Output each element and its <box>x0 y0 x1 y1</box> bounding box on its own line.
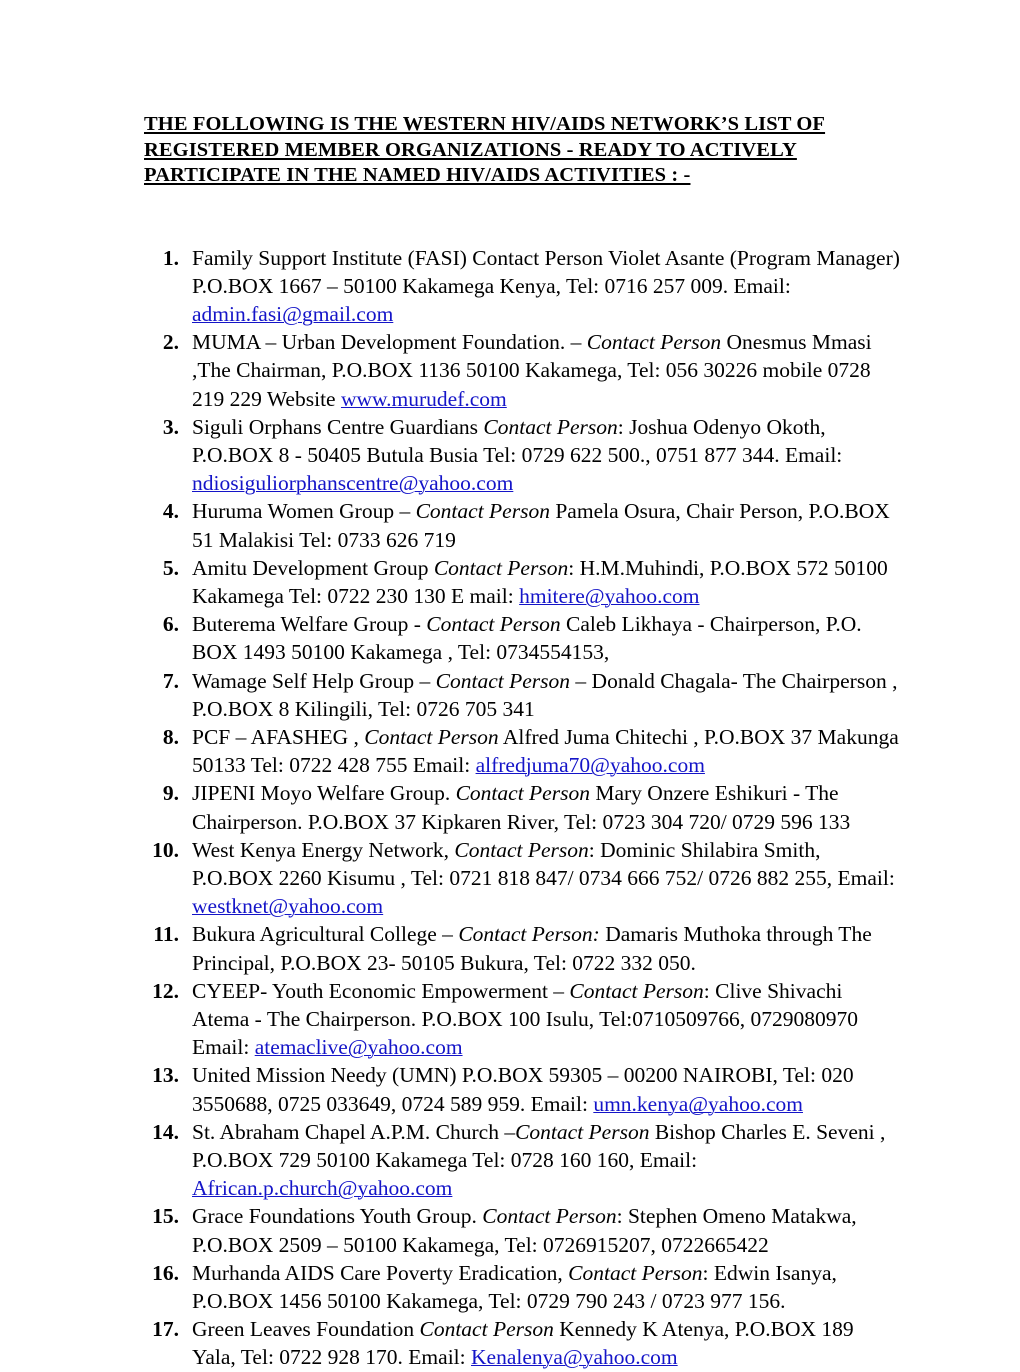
list-item-number: 14. <box>152 1119 179 1144</box>
list-item-number: 10. <box>152 837 179 862</box>
list-item-text <box>192 1259 900 1315</box>
text-run: CYEEP- Youth Economic Empowerment – <box>192 978 570 1003</box>
registered-organizations-list <box>144 244 900 1372</box>
contact-person-label: Contact Person <box>455 781 590 806</box>
list-item <box>144 610 900 666</box>
text-run: Alfred Juma Chitechi , P.O.BOX 37 Makunga 50133 Tel: 0722 428 755 Email: <box>192 724 899 778</box>
contact-person-label: Contact Person <box>483 414 618 439</box>
text-run: PCF – AFASHEG , <box>192 724 365 749</box>
list-item-text <box>192 920 900 976</box>
list-item-number: 17. <box>152 1317 179 1342</box>
contact-link[interactable]: African.p.church@yahoo.com <box>192 1176 453 1201</box>
text-run: Wamage Self Help Group – <box>192 668 436 693</box>
list-item <box>144 497 900 553</box>
list-item-text <box>192 328 900 413</box>
text-run: Mary Onzere Eshikuri - The Chairperson. P.O.BOX 37 Kipkaren River, Tel: 0723 304 720/ 0729 596 133 <box>192 781 851 834</box>
list-item <box>144 554 900 610</box>
contact-person-label: Contact Person <box>568 1260 703 1285</box>
page-title-line-3-text: PARTICIPATE IN THE NAMED HIV/AIDS ACTIVITIES : - <box>144 164 691 186</box>
list-item <box>144 836 900 921</box>
text-run: : Dominic Shilabira Smith, P.O.BOX 2260 Kisumu , Tel: 0721 818 847/ 0734 666 752/ 0726 882 255, Email: <box>192 837 895 890</box>
list-item-number: 2. <box>162 330 179 355</box>
text-run: Siguli Orphans Centre Guardians <box>192 414 484 439</box>
text-run: Amitu Development Group <box>192 555 434 580</box>
contact-link[interactable]: hmitere@yahoo.com <box>519 583 700 608</box>
list-item-text <box>192 1202 900 1258</box>
list-item <box>144 723 900 779</box>
text-run: – Donald Chagala- The Chairperson , P.O.BOX 8 Kilingili, Tel: 0726 705 341 <box>192 668 898 721</box>
text-run: : Stephen Omeno Matakwa, P.O.BOX 2509 – 50100 Kakamega, Tel: 0726915207, 0722665422 <box>192 1204 857 1257</box>
contact-person-label: Contact Person <box>586 330 722 355</box>
list-item-text <box>192 244 900 329</box>
page-title-line-2 <box>144 138 884 164</box>
contact-link[interactable]: Kenalenya@yahoo.com <box>471 1345 678 1370</box>
text-run: Buterema Welfare Group - <box>192 612 427 637</box>
list-item-number: 3. <box>162 414 179 439</box>
list-item-text <box>192 779 900 835</box>
contact-person-label: Contact Person: <box>458 922 600 947</box>
text-run: Grace Foundations Youth Group. <box>192 1204 483 1229</box>
list-item <box>144 667 900 723</box>
text-run: Bishop Charles E. Seveni , P.O.BOX 729 50100 Kakamega Tel: 0728 160 160, Email: <box>192 1119 886 1172</box>
page-title-line-1 <box>144 112 884 138</box>
list-item-text <box>192 667 900 723</box>
list-item-number: 12. <box>152 978 179 1003</box>
text-run: : H.M.Muhindi, P.O.BOX 572 50100 Kakamega Tel: 0722 230 130 E mail: <box>192 555 888 608</box>
list-item-text <box>192 610 900 666</box>
text-run: Onesmus Mmasi ,The Chairman, P.O.BOX 1136 50100 Kakamega, Tel: 056 30226 mobile 0728 219 229 Website <box>192 330 872 411</box>
text-run: Green Leaves Foundation <box>192 1317 420 1342</box>
contact-link[interactable]: atemaclive@yahoo.com <box>254 1035 463 1060</box>
text-run: Caleb Likhaya - Chairperson, P.O. BOX 1493 50100 Kakamega , Tel: 0734554153, <box>192 612 862 665</box>
contact-person-label: Contact Person <box>435 668 571 693</box>
text-run: Family Support Institute (FASI) Contact Person Violet Asante (Program Manager) P.O.BOX 1667 – 50100 Kakamega Kenya, Tel: 0716 257 009. Email: <box>192 245 900 298</box>
list-item <box>144 244 900 329</box>
list-item-number: 16. <box>152 1260 179 1285</box>
text-run: Murhanda AIDS Care Poverty Eradication, <box>192 1260 569 1285</box>
list-item <box>144 1118 900 1203</box>
list-item <box>144 1061 900 1117</box>
list-item <box>144 920 900 976</box>
list-item <box>144 977 900 1062</box>
contact-person-label: Contact Person <box>454 837 589 862</box>
list-item <box>144 1259 900 1315</box>
contact-link[interactable]: admin.fasi@gmail.com <box>192 301 394 326</box>
text-run: Bukura Agricultural College – <box>192 922 459 947</box>
page-title-line-2-text: REGISTERED MEMBER ORGANIZATIONS - READY TO ACTIVELY <box>144 138 797 161</box>
text-run: Pamela Osura, Chair Person, P.O.BOX 51 Malakisi Tel: 0733 626 719 <box>192 499 890 552</box>
contact-link[interactable]: www.murudef.com <box>340 386 507 411</box>
text-run: Kennedy K Atenya, P.O.BOX 189 Yala, Tel: 0722 928 170. Email: <box>192 1317 854 1370</box>
list-item-number: 7. <box>162 668 179 693</box>
list-item-number: 9. <box>162 781 179 806</box>
contact-person-label: Contact Person <box>569 978 704 1003</box>
text-run: : Edwin Isanya, P.O.BOX 1456 50100 Kakamega, Tel: 0729 790 243 / 0723 977 156. <box>192 1260 837 1314</box>
list-item-number: 5. <box>162 555 179 580</box>
list-item <box>144 413 900 498</box>
list-item-text <box>192 723 900 779</box>
contact-person-label: Contact Person <box>482 1204 617 1229</box>
list-item-text <box>192 1315 900 1371</box>
contact-person-label: Contact Person <box>426 612 561 637</box>
text-run: : Clive Shivachi Atema - The Chairperson. P.O.BOX 100 Isulu, Tel:0710509766, 0729080970 Email: <box>192 978 858 1060</box>
contact-link[interactable]: alfredjuma70@yahoo.com <box>475 753 705 778</box>
list-item-text <box>192 1061 900 1117</box>
contact-link[interactable]: umn.kenya@yahoo.com <box>593 1091 803 1116</box>
page-title-line-1-text: THE FOLLOWING IS THE WESTERN HIV/AIDS NETWORK’S LIST OF <box>144 113 826 135</box>
text-run: United Mission Needy (UMN) P.O.BOX 59305 – 00200 NAIROBI, Tel: 020 3550688, 0725 033649, 0724 589 959. Email: <box>192 1063 854 1116</box>
list-item-text <box>192 836 900 921</box>
list-item <box>144 1202 900 1258</box>
contact-person-label: Contact Person <box>364 724 499 749</box>
contact-person-label: Contact Person <box>433 555 569 580</box>
contact-person-label: Contact Person <box>415 499 550 524</box>
page-title-line-3 <box>144 163 884 189</box>
contact-link[interactable]: ndiosiguliorphanscentre@yahoo.com <box>192 471 514 496</box>
list-item-number: 13. <box>152 1063 179 1088</box>
list-item-text <box>192 497 900 553</box>
list-item-text <box>192 413 900 498</box>
list-item-number: 6. <box>162 612 179 637</box>
list-item-text <box>192 977 900 1062</box>
contact-link[interactable]: westknet@yahoo.com <box>192 894 384 919</box>
list-item-number: 1. <box>162 245 179 270</box>
text-run: : Joshua Odenyo Okoth, P.O.BOX 8 - 50405 Butula Busia Tel: 0729 622 500., 0751 877 344. Email: <box>192 414 843 467</box>
contact-person-label: Contact Person <box>515 1119 650 1144</box>
list-item-number: 15. <box>152 1204 179 1229</box>
list-item <box>144 779 900 835</box>
text-run: Damaris Muthoka through The Principal, P.O.BOX 23- 50105 Bukura, Tel: 0722 332 050. <box>192 922 872 975</box>
text-run: MUMA – Urban Development Foundation. – <box>192 330 587 355</box>
contact-person-label: Contact Person <box>419 1317 554 1342</box>
text-run: Huruma Women Group – <box>192 499 416 524</box>
page-title <box>144 112 884 189</box>
list-item-number: 8. <box>162 724 179 749</box>
list-item <box>144 328 900 413</box>
text-run: West Kenya Energy Network, <box>192 837 455 862</box>
text-run: St. Abraham Chapel A.P.M. Church – <box>192 1119 516 1144</box>
text-run: JIPENI Moyo Welfare Group. <box>192 781 456 806</box>
list-item-number: 4. <box>162 499 179 524</box>
list-item <box>144 1315 900 1371</box>
list-item-number: 11. <box>153 922 179 947</box>
list-item-text <box>192 1118 900 1203</box>
list-item-text <box>192 554 900 610</box>
